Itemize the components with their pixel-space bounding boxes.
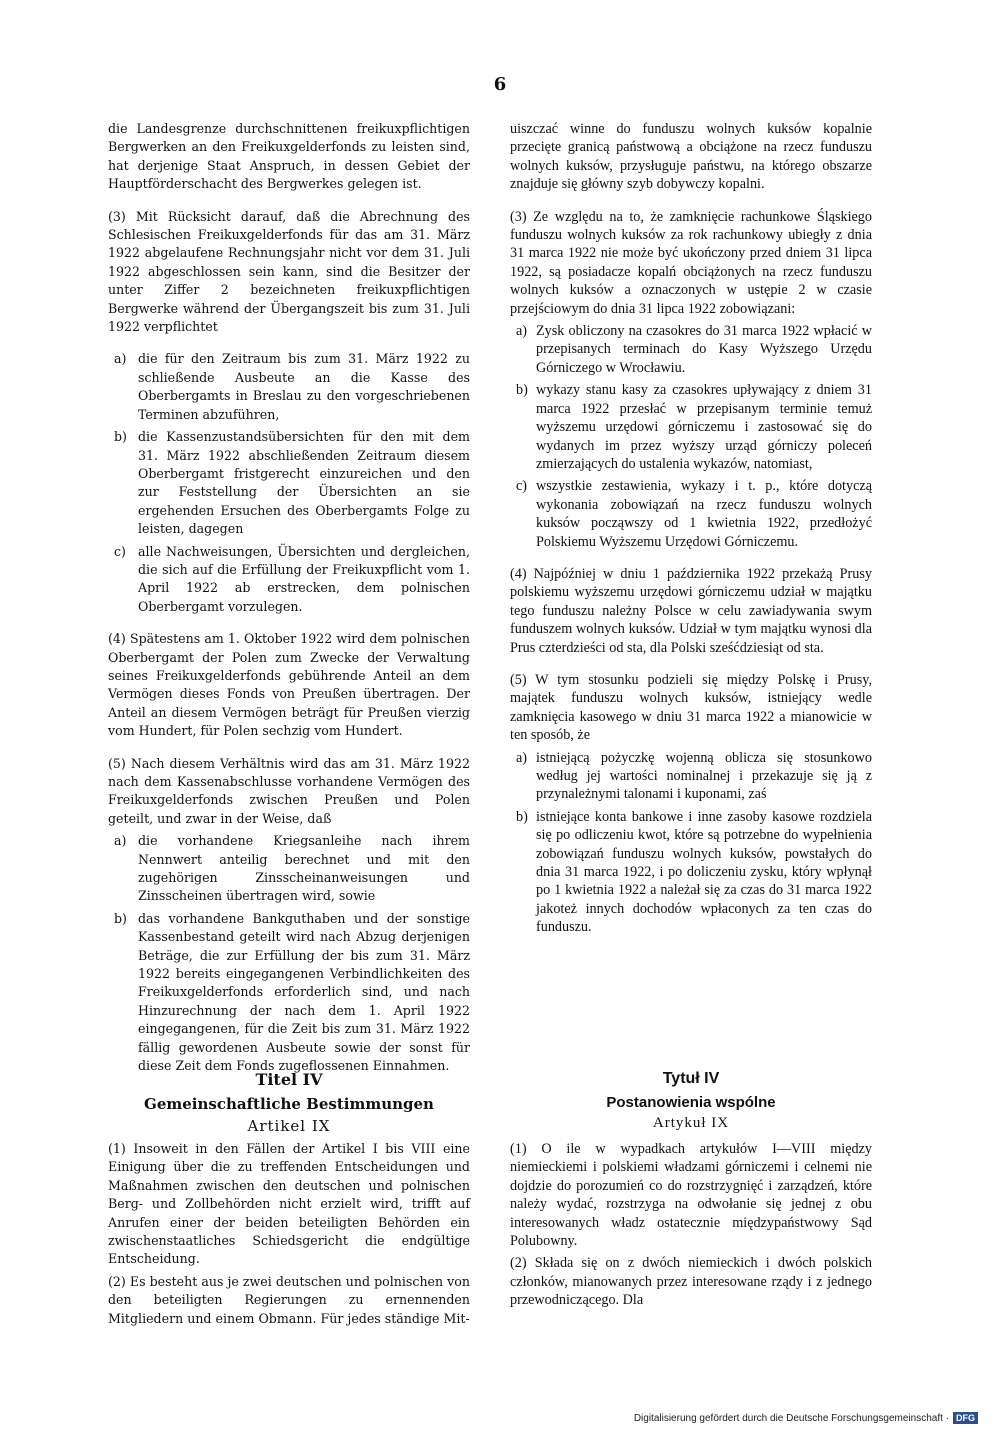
list-item: b) die Kassenzustandsübersichten für den mit dem 31. März 1922 abschließenden Zeitraum diesem Oberbergamt fristgerecht einzureichen und den zur Feststellung der Übersichten an sie ergehenden Ersuchen des Oberbergamts Folge zu leisten, dagegen: [114, 429, 470, 537]
list-item: a) die für den Zeitraum bis zum 31. März 1922 zu schließende Ausbeute an die Kasse des Oberbergamts in Breslau zu den vorgeschriebenen Terminen abzuführen,: [114, 351, 470, 422]
pl-paragraph-4: (4) Najpóźniej w dniu 1 października 1922 przekażą Prusy polskiemu wyższemu urzędowi górniczemu udział w majątku tego funduszu należny Polsce w celu zawiadywania swym funduszem wolnych kuksów. Udział w tym majątku wynosi dla Prus czterdzieści od sta, dla Polski sześćdziesiąt od sta.: [510, 565, 872, 656]
de-paragraph-4: (4) Spätestens am 1. Oktober 1922 wird dem polnischen Oberbergamt der Polen zum Zwecke der Verwaltung seines Freikuxgelderfonds gebührende Anteil an dem Vermögen dieses Fonds von Preußen übertragen. Der Anteil an diesem Vermögen beträgt für Preußen vierzig vom Hundert, für Polen sechzig vom Hundert.: [108, 631, 470, 739]
dfg-logo-icon: DFG: [953, 1412, 978, 1424]
de-article-paragraph-2: (2) Es besteht aus je zwei deutschen und polnischen von den beteiligten Regierungen zu ernennenden Mitgliedern und einem Obmann. Für jedes ständige Mit-: [108, 1273, 470, 1326]
list-item: b) das vorhandene Bankguthaben und der sonstige Kassenbestand geteilt wird nach Abzug derjenigen Beträge, die zur Erfüllung der bis zum 31. März 1922 bereits eingegangenen Verbindlichkeiten des Freikuxgelderfonds erforderlich sind, und nach Hinzurechnung der nach dem 1. April 1922 eingegangenen, für die Zeit bis zum 31. März 1922 fällig gewordenen Ausbeute sowie der sonst für diese Zeit dem Fonds zugeflossenen Einnahmen.: [114, 910, 470, 1074]
de-paragraph-3-list: [108, 350, 470, 616]
list-item: c) alle Nachweisungen, Übersichten und dergleichen, die sich auf die Erfüllung der Freikuxpflicht vom 1. April 1922 ab erstrecken, dem polnischen Oberbergamt vorzulegen.: [114, 543, 470, 614]
pl-subtitle: Postanowienia wspólne: [606, 1094, 776, 1111]
footer-text: Digitalisierung gefördert durch die Deutsche Forschungsgemeinschaft ·: [633, 1412, 949, 1424]
pl-title: Tytuł IV: [662, 1070, 720, 1087]
de-paragraph-5-list: [108, 832, 470, 1075]
footer: [634, 1412, 978, 1424]
list-item: b) wykazy stanu kasy za czasokres upływający z dniem 31 marca 1922 przesłać w przepisanym terminie temuż wyższemu urzędowi górniczemu i zastosować się do wydanych im przez wyższy urząd górniczy poleceń zmierzających do ustalenia wykazów, natomiast,: [516, 382, 872, 472]
list-item: a) die vorhandene Kriegsanleihe nach ihrem Nennwert anteilig berechnet und mit den zugehörigen Zinsscheinanweisungen und Zinsscheinen übertragen wird, sowie: [114, 833, 470, 904]
de-paragraph-5: (5) Nach diesem Verhältnis wird das am 31. März 1922 nach dem Kassenabschlusse vorhandene Vermögen des Freikuxgelderfonds zwischen Preußen und Polen geteilt, und zwar in der Weise, daß: [108, 755, 470, 826]
polish-column-top: [510, 120, 872, 951]
list-item: b) istniejące konta bankowe i inne zasoby kasowe rozdziela się po odliczeniu kwot, które są potrzebne do wypełnienia zobowiązań funduszu wolnych kuksów, powstałych do dnia 31 marca 1922, i po doliczeniu zysku, który wpłynął po 1 kwietnia 1922 a należał się za czas do 31 marca 1922 jakoteż innych dochodów wpłaconych za ten czas do funduszu.: [516, 808, 872, 936]
de-title: Titel IV: [255, 1070, 323, 1089]
list-item: c) wszystkie zestawienia, wykazy i t. p., które dotyczą wykonania zobowiązań na rzecz funduszu wolnych kuksów począwszy od 1 kwietnia 1922, przedłożyć Polskiemu Wyższemu Urzędowi Górniczemu.: [516, 478, 872, 550]
pl-article-heading: Artykuł IX: [652, 1115, 730, 1131]
de-intro-paragraph: die Landesgrenze durchschnittenen freikuxpflichtigen Bergwerken an den Freikuxgelderfonds zu leisten sind, hat derjenige Staat Anspruch, in dessen Gebiet der Hauptförderschacht des Bergwerkes gelegen ist.: [108, 121, 470, 192]
pl-article-paragraph-1: (1) O ile w wypadkach artykułów I—VIII między niemieckiemi i polskiemi władzami górniczemi i celnemi nie dojdzie do porozumień co do rozstrzygnięć i zarządzeń, które należy wydać, rozstrzyga na odwołanie się jednej z obu interesowanych władz ostatecznie międzypaństwowy Sąd Polubowny.: [510, 1141, 872, 1250]
german-column-bottom: [108, 1140, 470, 1342]
pl-section-heading: [510, 1070, 872, 1138]
de-section-heading: [108, 1070, 470, 1141]
de-article-paragraph-1: (1) Insoweit in den Fällen der Artikel I bis VIII eine Einigung über die zu treffenden Entscheidungen und Maßnahmen zwischen den deutschen und polnischen Berg- und Zollbehörden nicht erzielt wird, trifft auf Anrufen einer der beiden beteiligten Behörden ein zwischenstaatliches Schiedsgericht die endgültige Entscheidung.: [108, 1141, 470, 1267]
pl-paragraph-3-list: [510, 322, 872, 551]
pl-paragraph-5: (5) W tym stosunku podzieli się między Polskę i Prusy, majątek funduszu wolnych kuksów, istniejący wedle zamknięcia kasowego w dniu 31 marca 1922 a mianowicie w ten sposób, że: [510, 671, 872, 744]
pl-paragraph-3: (3) Ze względu na to, że zamknięcie rachunkowe Śląskiego funduszu wolnych kuksów za rok rachunkowy ubiegły z dnia 31 marca 1922 nie może być ukończony przed dniem 31 lipca 1922, są posiadacze kopalń obciążonych na rzecz funduszu wolnych kuksów a oznaczonych w ustępie 2 w czasie przejściowym do dnia 31 lipca 1922 zobowiązani:: [510, 208, 872, 317]
de-article-heading: Artikel IX: [247, 1117, 331, 1135]
list-item: a) Zysk obliczony na czasokres do 31 marca 1922 wpłacić w przepisanych terminach do Kasy Wyższego Urzędu Górniczego w Wrocławiu.: [516, 323, 872, 376]
de-subtitle: Gemeinschaftliche Bestimmungen: [144, 1095, 434, 1113]
pl-intro-paragraph: uiszczać winne do funduszu wolnych kuksów kopalnie przecięte granicą państwową a obciążone na rzecz funduszu wolnych kuksów, przysługuje państwu, na którego obszarze znajduje się główny szyb dobywczy kopalni.: [510, 121, 872, 193]
page-number: 6: [493, 74, 507, 95]
list-item: a) istniejącą pożyczkę wojenną oblicza się stosunkowo według jej wartości nominalnej i przekazuje się ją z przynależnymi talonami i kuponami, zaś: [516, 749, 872, 803]
german-column-top: [108, 120, 470, 1090]
pl-paragraph-5-list: [510, 749, 872, 937]
pl-article-paragraph-2: (2) Składa się on z dwóch niemieckich i dwóch polskich członków, mianowanych przez interesowane rządy i z jednego przewodniczącego. Dla: [510, 1255, 872, 1309]
polish-column-bottom: [510, 1140, 872, 1324]
de-paragraph-3: (3) Mit Rücksicht darauf, daß die Abrechnung des Schlesischen Freikuxgelderfonds für das am 31. März 1922 abgelaufene Rechnungsjahr nicht vor dem 31. Juli 1922 abgeschlossen sein kann, sind die Besitzer der unter Ziffer 2 bezeichneten freikuxpflichtigen Bergwerke während der Übergangszeit bis zum 31. Juli 1922 verpflichtet: [108, 208, 470, 335]
